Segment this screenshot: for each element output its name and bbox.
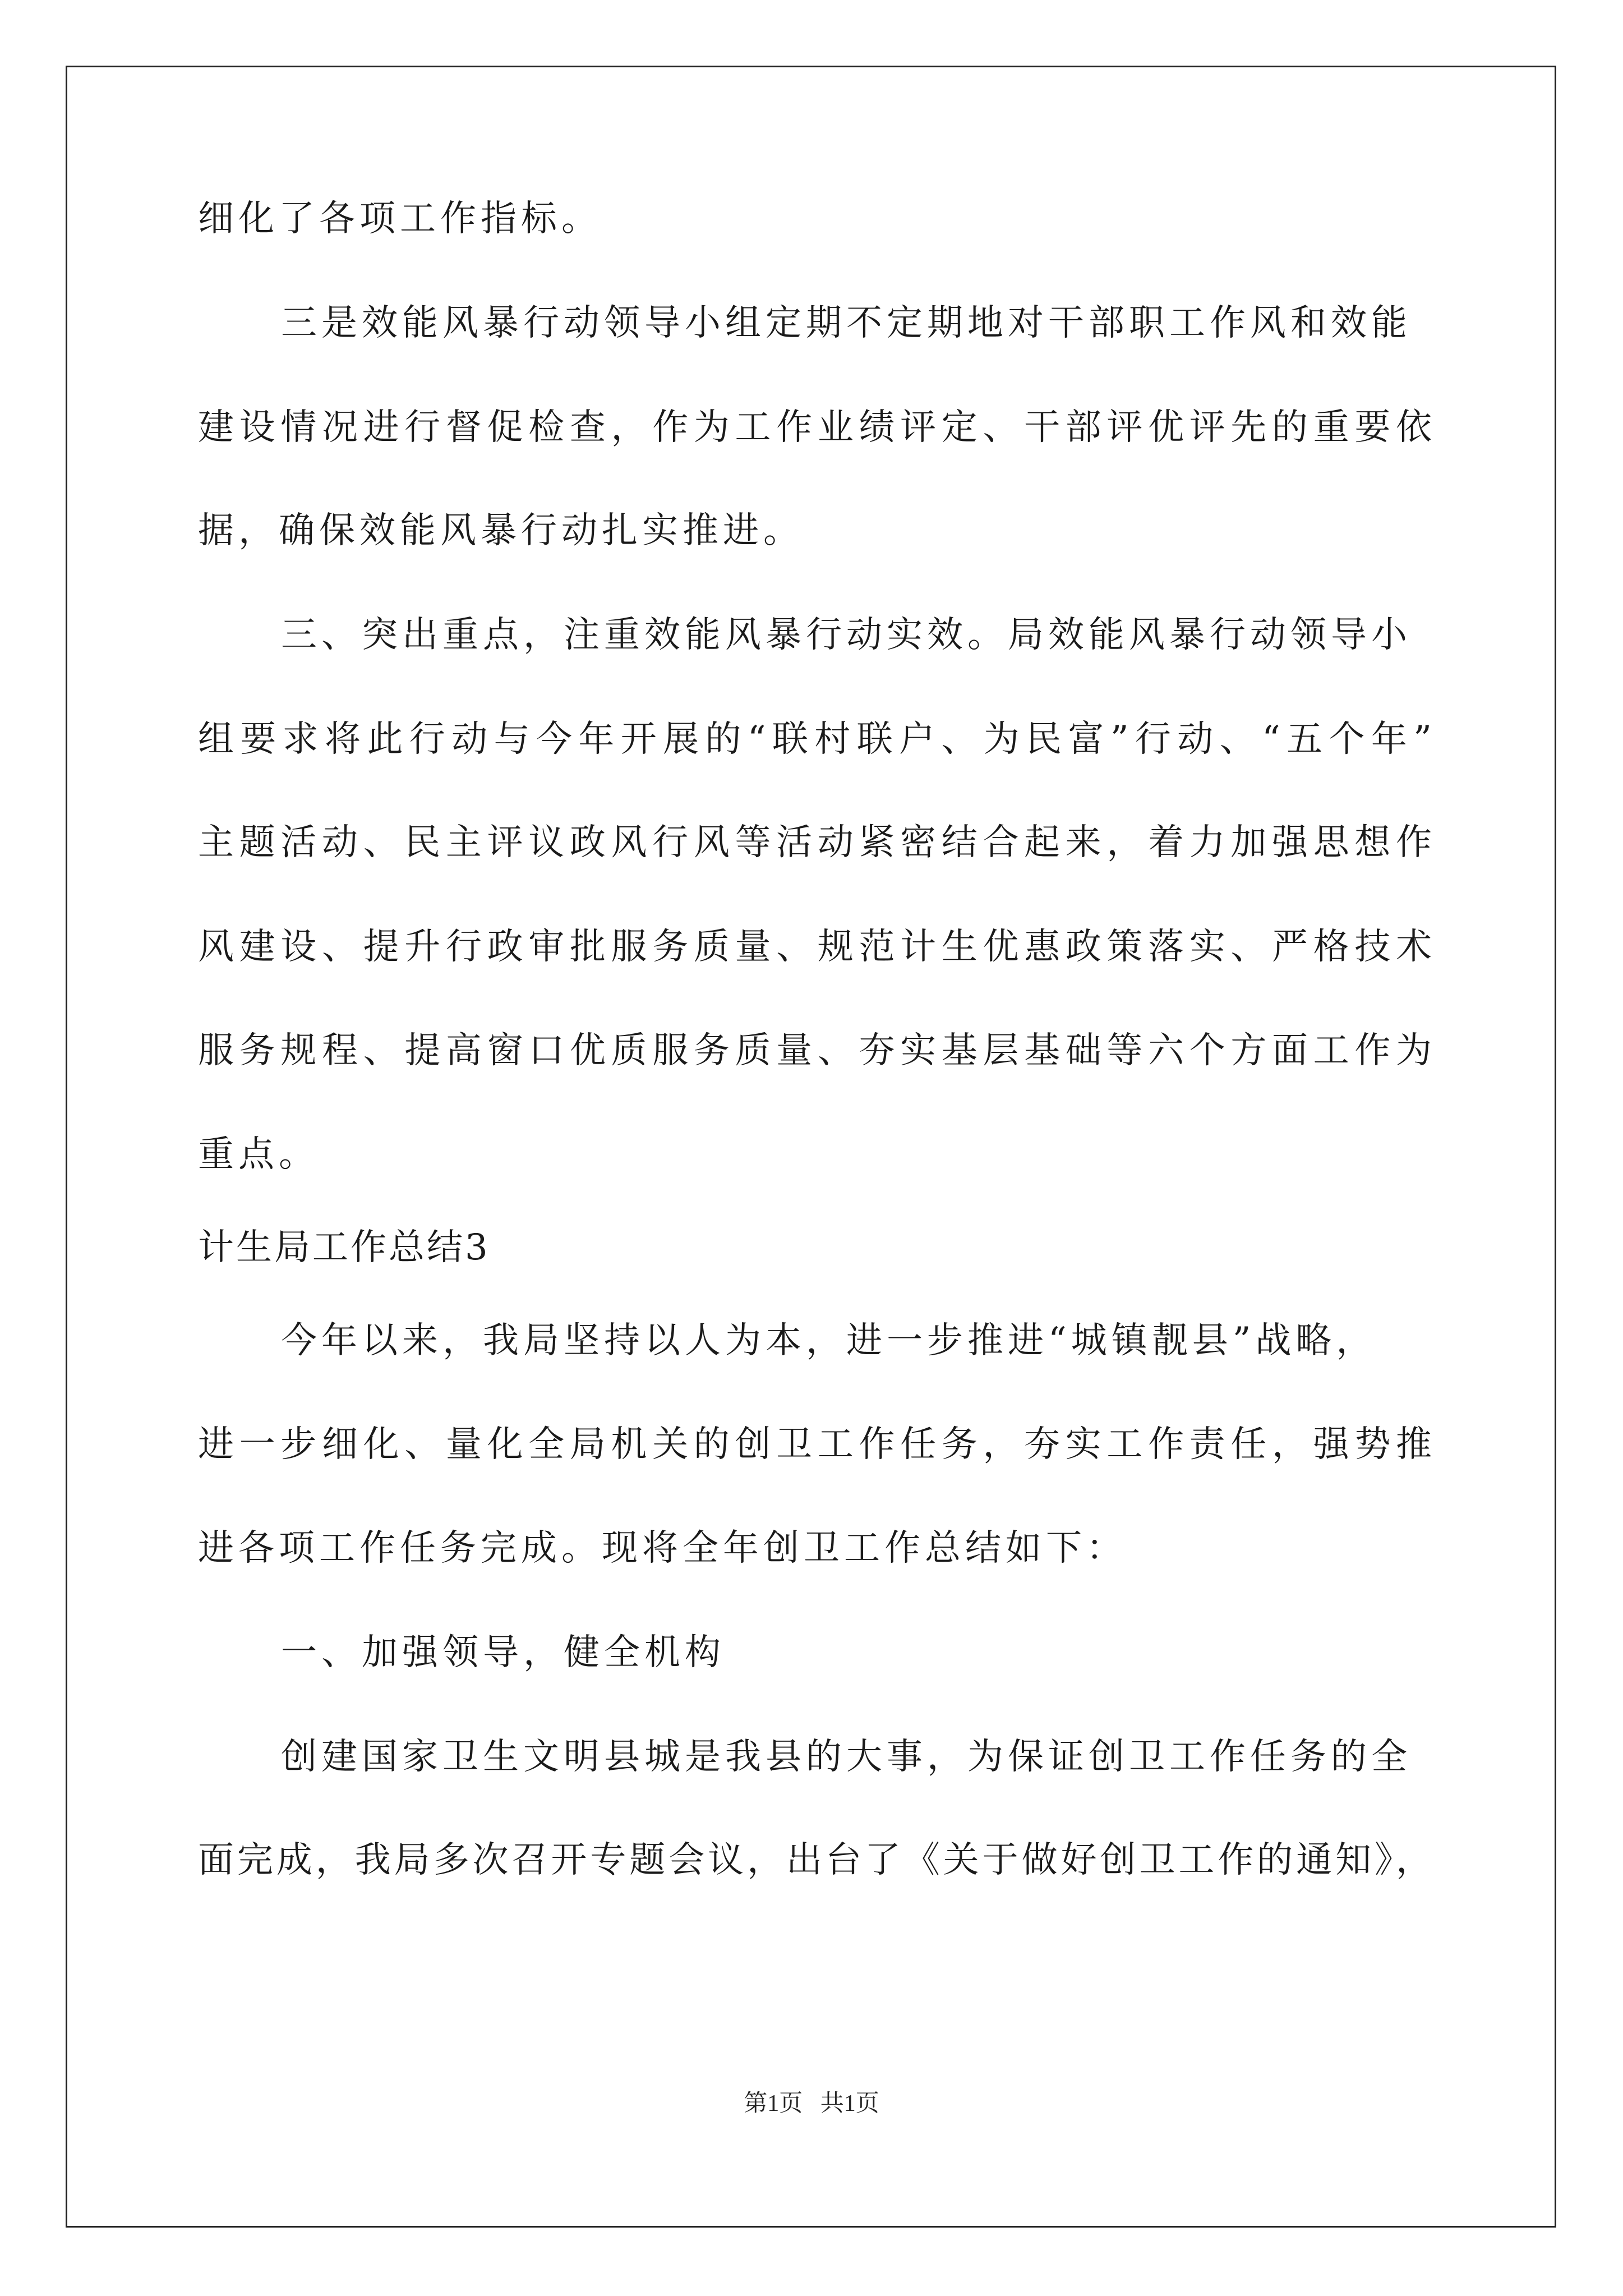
text-line: 面完成，我局多次召开专题会议，出台了《关于做好创卫工作的通知》， (198, 1839, 1432, 1881)
text-line: 三、突出重点，注重效能风暴行动实效。局效能风暴行动领导小 (281, 614, 1412, 656)
text-line: 组要求将此行动与今年开展的“联村联户、为民富”行动、“五个年” (198, 719, 1432, 760)
text-line: 建设情况进行督促检查，作为工作业绩评定、干部评优评先的重要依 (198, 407, 1432, 448)
text-line: 创建国家卫生文明县城是我县的大事，为保证创卫工作任务的全 (281, 1736, 1412, 1778)
text-line: 进一步细化、量化全局机关的创卫工作任务，夯实工作责任，强势推 (198, 1424, 1432, 1465)
page-number-footer: 第1页 共1页 (744, 2091, 879, 2116)
text-line: 服务规程、提高窗口优质服务质量、夯实基层基础等六个方面工作为 (198, 1030, 1432, 1071)
text-line: 据，确保效能风暴行动扎实推进。 (198, 510, 804, 551)
text-line: 一、加强领导，健全机构 (281, 1632, 725, 1673)
text-line: 主题活动、民主评议政风行风等活动紧密结合起来，着力加强思想作 (198, 822, 1432, 863)
text-line: 今年以来，我局坚持以人为本，进一步推进“城镇靓县”战略， (281, 1320, 1377, 1361)
text-line: 重点。 (198, 1134, 319, 1175)
text-line: 细化了各项工作指标。 (198, 198, 602, 240)
text-line: 三是效能风暴行动领导小组定期不定期地对干部职工作风和效能 (281, 302, 1412, 344)
text-line: 风建设、提升行政审批服务质量、规范计生优惠政策落实、严格技术 (198, 926, 1432, 968)
section-heading: 计生局工作总结3 (198, 1227, 490, 1268)
text-line: 进各项工作任务完成。现将全年创卫工作总结如下： (198, 1527, 1127, 1569)
